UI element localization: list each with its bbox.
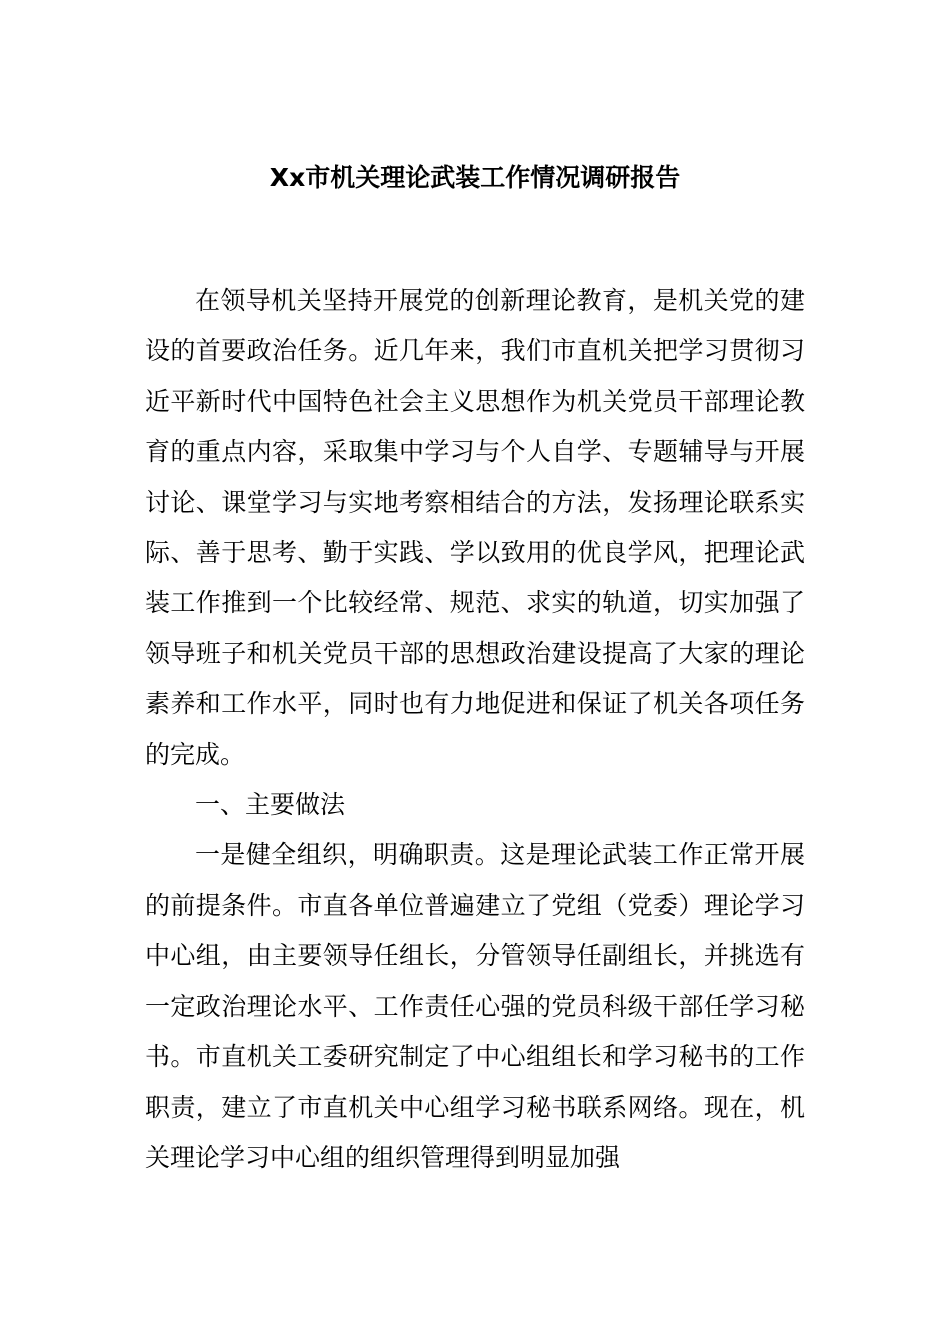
section-heading: 一、主要做法 [195,790,346,820]
body-paragraph: 一是健全组织，明确职责。这是理论武装工作正常开展的前提条件。市直各单位普遍建立了党组（党委）理论学习中心组，由主要领导任组长，分管领导任副组长，并挑选有一定政治理论水平、工作责任心强的党员科级干部任学习秘书。市直机关工委研究制定了中心组组长和学习秘书的工作职责，建立了市直机关中心组学习秘书联系网络。现在，机关理论学习中心组的组织管理得到明显加强 [145,840,805,1172]
intro-paragraph: 在领导机关坚持开展党的创新理论教育，是机关党的建设的首要政治任务。近几年来，我们市直机关把学习贯彻习近平新时代中国特色社会主义思想作为机关党员干部理论教育的重点内容，采取集中学习与个人自学、专题辅导与开展讨论、课堂学习与实地考察相结合的方法，发扬理论联系实际、善于思考、勤于实践、学以致用的优良学风，把理论武装工作推到一个比较经常、规范、求实的轨道，切实加强了领导班子和机关党员干部的思想政治建设提高了大家的理论素养和工作水平，同时也有力地促进和保证了机关各项任务的完成。 [145,286,805,769]
document-body [145,276,805,1183]
document-title: Xx市机关理论武装工作情况调研报告 [269,163,681,192]
